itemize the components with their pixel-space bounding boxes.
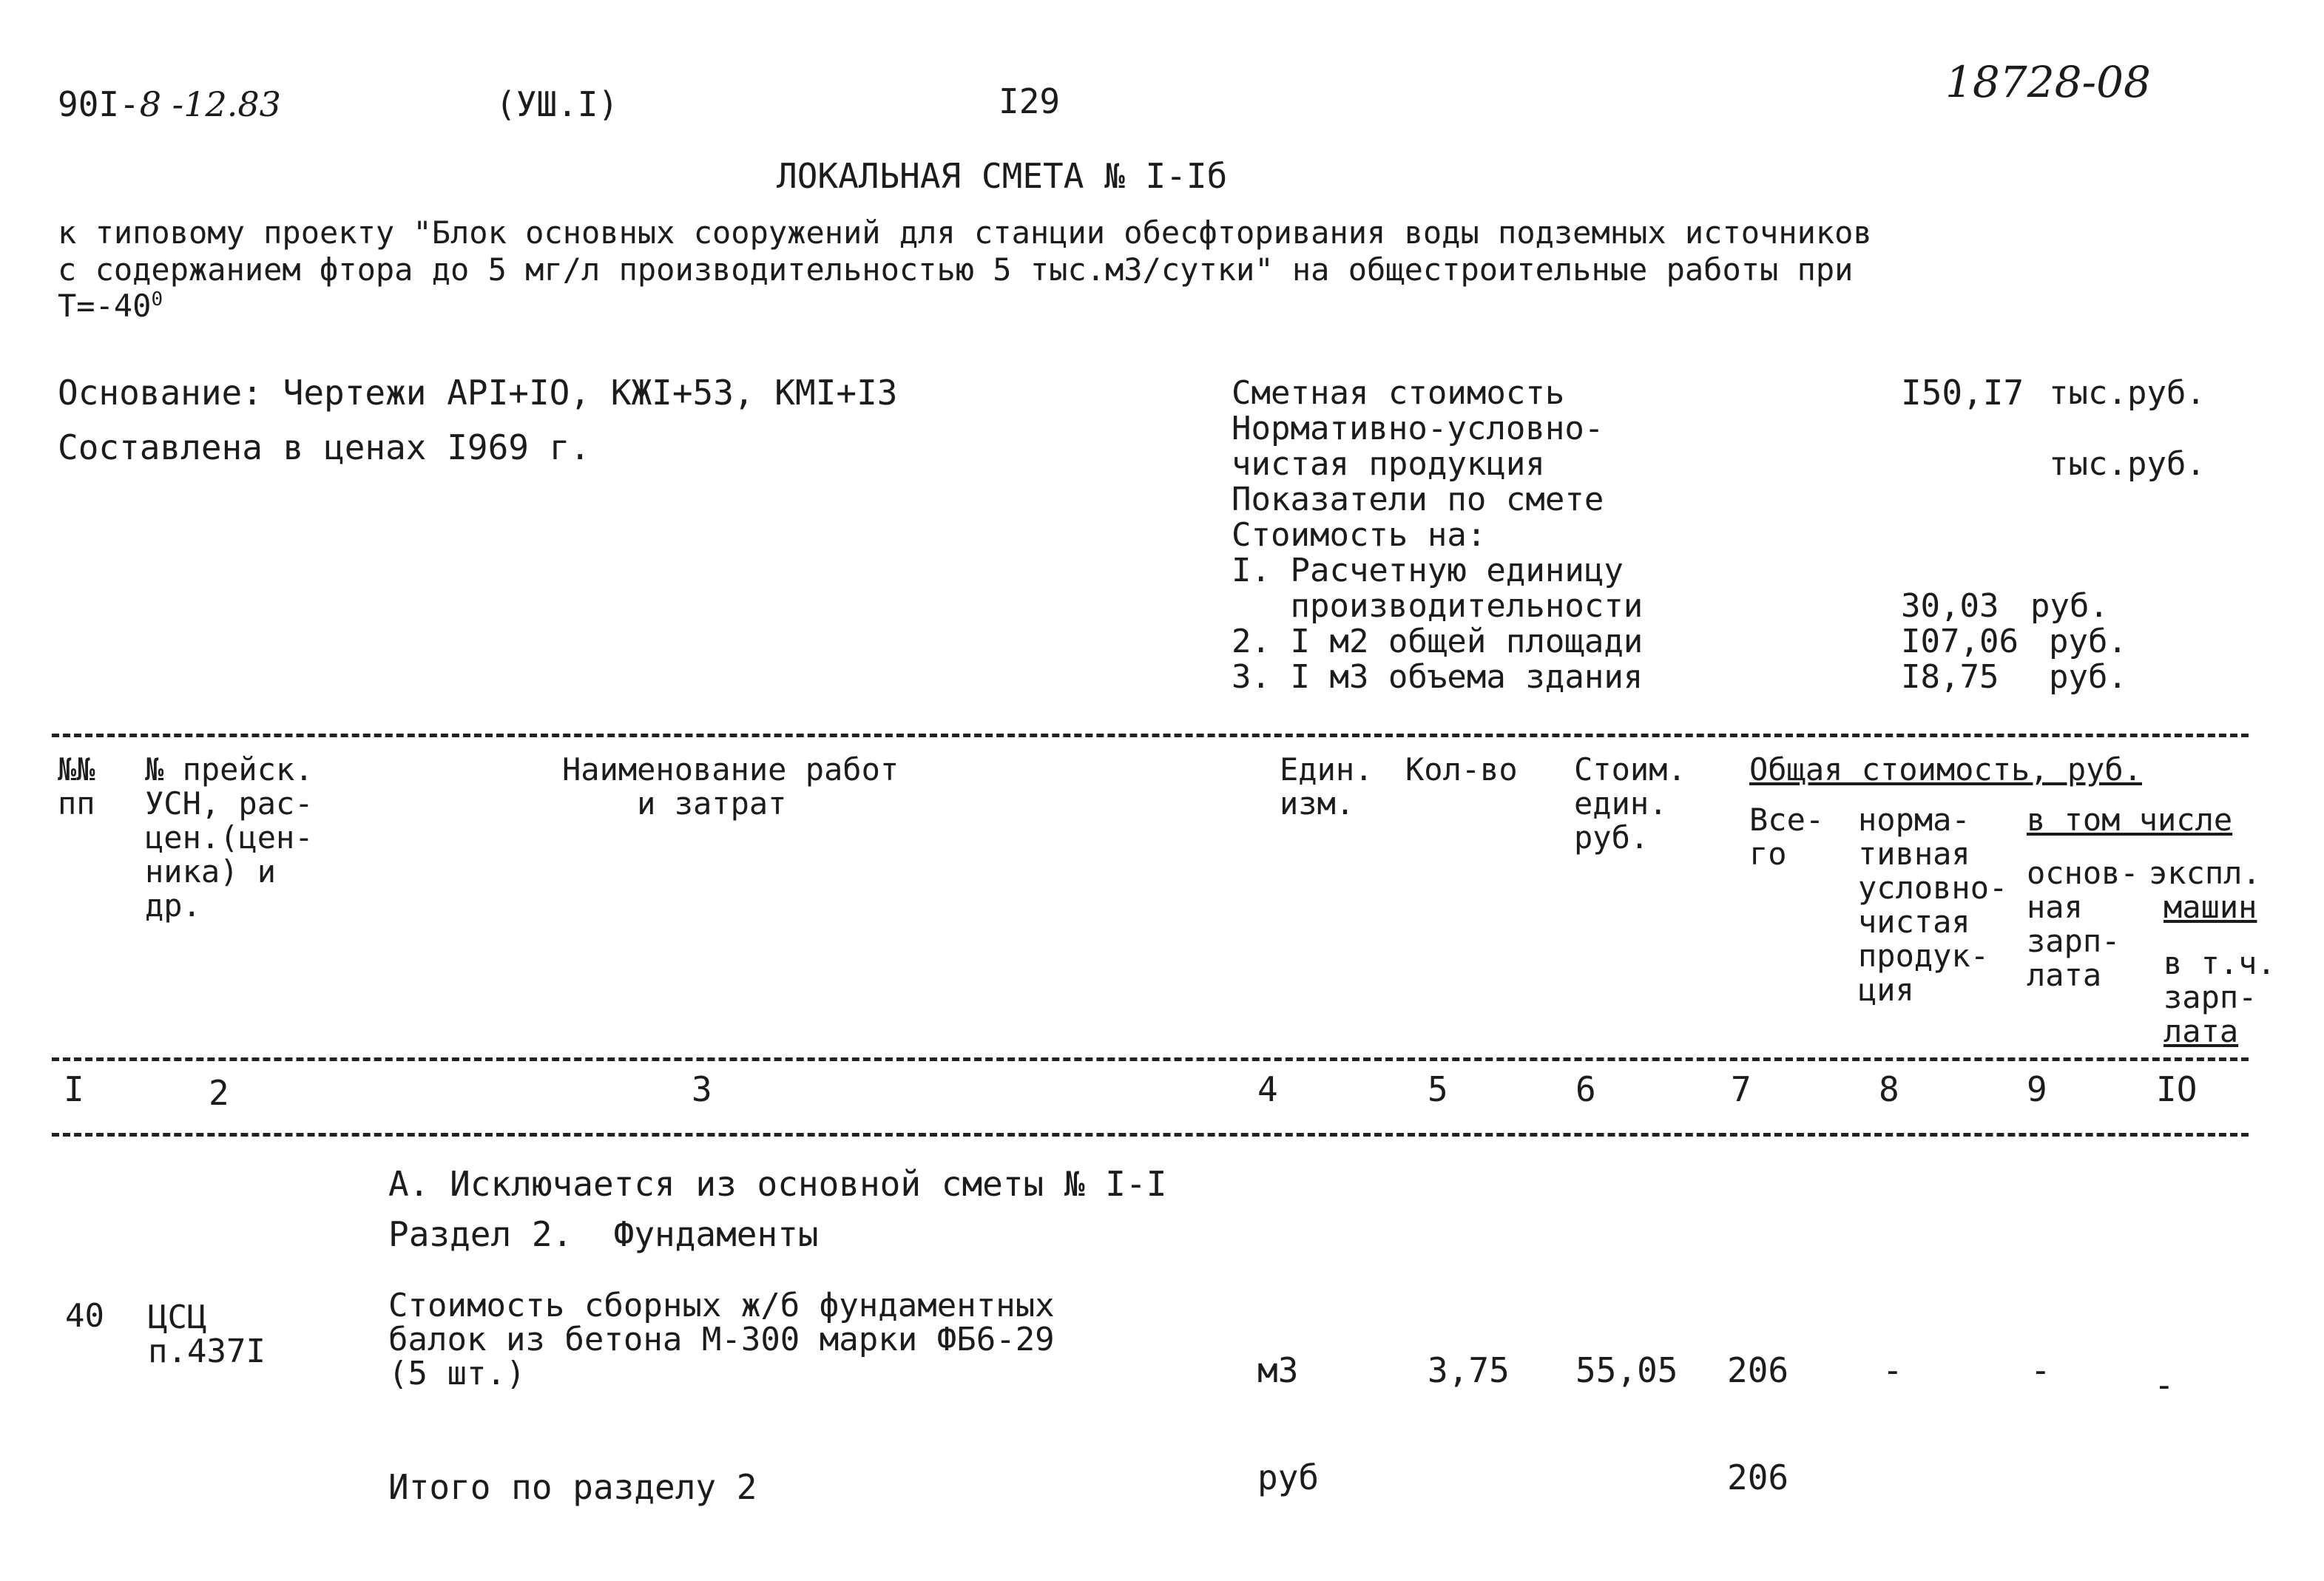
indicator-1-unit: руб. [2030,587,2109,625]
subtitle-line-2: с содержанием фтора до 5 мг/л производительностью 5 тыс.м3/сутки" на общестроительные работы при [58,251,1854,288]
row-name-line-3: (5 шт.) [388,1355,526,1392]
col9-header-line-3: зарп- [2027,923,2121,959]
col6-header-line-3: руб. [1574,819,1649,856]
col2-header-line-3: цен.(цен- [145,819,314,856]
estimated-cost-value: I50,I7 [1901,373,2024,413]
column-number-2: 2 [209,1073,229,1113]
table-numbers-rule [52,1133,2249,1137]
cost-for-label: Стоимость на: [1232,516,1487,554]
col10-header-line-1: в т.ч. [2163,945,2276,981]
col7-header-line-2: го [1749,836,1787,872]
col6-header-line-2: един. [1574,785,1668,822]
col3-header-line-2: и затрат [562,785,787,822]
row-unit-price: 55,05 [1575,1350,1678,1390]
row-code-line-2: п.437I [148,1333,266,1370]
column-number-3: 3 [692,1069,712,1109]
section-2-heading: Раздел 2. Фундаменты [388,1214,819,1254]
subtitle-line-3 [58,290,163,322]
col8-header-line-3: условно- [1858,870,2008,906]
col2-header-line-5: др. [145,887,201,924]
column-number-4: 4 [1257,1069,1278,1109]
col6-header-line-1: Стоим. [1574,751,1686,788]
col2-header-line-2: УСН, рас- [145,785,314,822]
document-title: ЛОКАЛЬНАЯ СМЕТА № I-Iб [777,156,1228,196]
row-unit: м3 [1257,1350,1299,1390]
row-normative: - [1882,1350,1903,1390]
row-total: 206 [1727,1350,1789,1390]
doc-code-prefix: 90I- [58,84,140,124]
table-top-rule [52,734,2249,737]
total-cost-header: Общая стоимость, руб. [1749,751,2143,788]
column-number-8: 8 [1879,1069,1899,1109]
row-number: 40 [65,1297,104,1335]
page-number: I29 [999,81,1061,121]
indicator-2-unit: руб. [2049,623,2127,660]
including-header: в том числе [2027,802,2233,838]
col1-header-line-1: №№ [58,751,95,788]
sheet-marker: (УШ.I) [496,84,619,124]
indicator-3-unit: руб. [2049,658,2127,696]
column-number-10: IO [2156,1069,2198,1109]
indicator-1-value: 30,03 [1901,587,1999,625]
indicators-label: Показатели по смете [1232,481,1604,518]
column-number-5: 5 [1428,1069,1448,1109]
col3-header-line-1: Наименование работ [562,751,899,788]
temperature-text: Т=-40 [58,288,152,324]
row-wages: - [2030,1350,2051,1390]
col8-header-line-1: норма- [1858,802,1970,838]
col4-header-line-2: изм. [1280,785,1355,822]
estimated-cost-label: Сметная стоимость [1232,374,1565,412]
col8-header-line-5: продук- [1858,938,1990,974]
col5-header: Кол-во [1405,751,1518,788]
col8-header-line-4: чистая [1858,904,1970,940]
col7-header-line-1: Все- [1749,802,1825,838]
col1-header-line-2: пп [58,785,95,822]
col9-header-line-2: ная [2027,889,2083,925]
normative-label-1: Нормативно-условно- [1232,410,1604,447]
section-a-heading: А. Исключается из основной сметы № I-I [388,1164,1167,1204]
section-subtotal-label: Итого по разделу 2 [388,1467,757,1507]
row-machines: - [2154,1365,2175,1405]
doc-code-handwritten: 8 -12.83 [139,84,281,124]
column-number-9: 9 [2027,1069,2047,1109]
section-subtotal-unit: руб [1257,1458,1320,1497]
estimated-cost-unit: тыс.руб. [2049,374,2206,412]
col9-header-line-4: лата [2027,957,2102,993]
indicator-1-line-1: I. Расчетную единицу [1232,552,1624,589]
col10-header-sub: машин [2163,889,2257,925]
row-name-line-2: балок из бетона М-300 марки ФБ6-29 [388,1321,1055,1358]
section-subtotal-total: 206 [1727,1458,1789,1497]
subtitle-line-1: к типовому проекту "Блок основных сооружений для станции обесфторивания воды подземных источников [58,214,1872,251]
col2-header-line-4: ника) и [145,853,277,890]
basis-drawings: Основание: Чертежи АРI+IO, КЖI+53, КМI+I3 [58,373,898,413]
col4-header-line-1: Един. [1280,751,1374,788]
column-number-7: 7 [1731,1069,1752,1109]
row-quantity: 3,75 [1428,1350,1510,1390]
indicator-2-value: I07,06 [1901,623,2019,660]
doc-code [58,84,281,124]
col8-header-line-6: ция [1858,972,1914,1008]
normative-label-2: чистая продукция [1232,445,1545,483]
column-number-1: I [64,1069,84,1109]
basis-prices-year: Составлена в ценах I969 г. [58,427,591,467]
indicator-1-line-2: производительности [1232,587,1644,625]
indicator-3-value: I8,75 [1901,658,1999,696]
col2-header-line-1: № прейск. [145,751,314,788]
inventory-number: 18728-08 [1945,57,2151,107]
indicator-2-label: 2. I м2 общей площади [1232,623,1644,660]
table-header-rule [52,1057,2249,1061]
normative-unit: тыс.руб. [2049,445,2206,483]
degree-mark: 0 [151,288,163,311]
indicator-3-label: 3. I м3 объема здания [1232,658,1644,696]
row-code-line-1: ЦСЦ [148,1299,207,1336]
col10-header-line-3: лата [2163,1013,2239,1049]
col10-header-line-2: зарп- [2163,979,2257,1015]
col8-header-line-2: тивная [1858,836,1970,872]
col9-header-line-1: основ- [2027,855,2139,891]
col10-header-top: экспл. [2149,855,2261,891]
row-name-line-1: Стоимость сборных ж/б фундаментных [388,1287,1055,1324]
column-number-6: 6 [1575,1069,1596,1109]
